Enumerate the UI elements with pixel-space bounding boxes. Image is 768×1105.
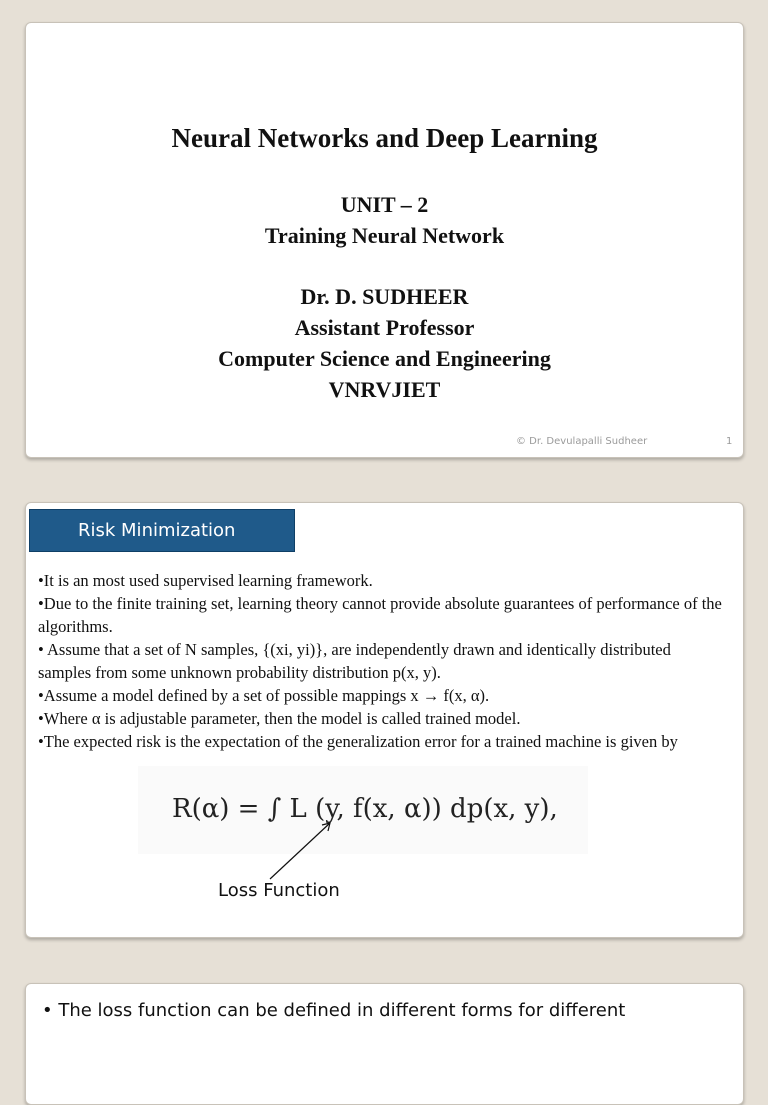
annotation-arrow [26, 503, 743, 937]
loss-function-label: Loss Function [218, 880, 340, 901]
section-heading-label: Risk Minimization [78, 520, 236, 541]
unit-label: UNIT – 2 [340, 192, 429, 217]
bullet-item: •Assume a model defined by a set of possible mappings x → f(x, α). [38, 686, 490, 705]
bullet-item: •The expected risk is the expectation of the generalization error for a trained machine is given by [38, 732, 678, 751]
bullet-item: •It is an most used supervised learning framework. [38, 571, 373, 590]
author-designation: Assistant Professor [294, 315, 475, 340]
footer-copyright: © Dr. Devulapalli Sudheer [516, 436, 648, 447]
slide-3 [25, 983, 744, 1105]
slide-1 [25, 22, 744, 458]
slide-title: Neural Networks and Deep Learning [171, 123, 598, 153]
slide-2 [25, 502, 744, 938]
author-department: Computer Science and Engineering [218, 346, 551, 371]
bullet-item: •Where α is adjustable parameter, then the model is called trained model. [38, 709, 521, 728]
author-name: Dr. D. SUDHEER [300, 284, 469, 309]
author-block [26, 281, 743, 405]
slide-3-text: • The loss function can be defined in different forms for different [42, 1000, 626, 1021]
formula-text: R(α) = ∫ L (y, f(x, α)) dp(x, y), [172, 794, 558, 824]
unit-block [26, 189, 743, 251]
topic-label: Training Neural Network [264, 223, 505, 248]
page-number: 1 [726, 436, 733, 447]
author-institute: VNRVJIET [328, 377, 441, 402]
bullet-item: • Assume that a set of N samples, {(xi, yi)}, are independently drawn and identically distributed samples from some unknown probability distribution p(x, y). [38, 640, 671, 682]
bullet-item: •Due to the finite training set, learning theory cannot provide absolute guarantees of performance of the algorithms. [38, 594, 722, 636]
